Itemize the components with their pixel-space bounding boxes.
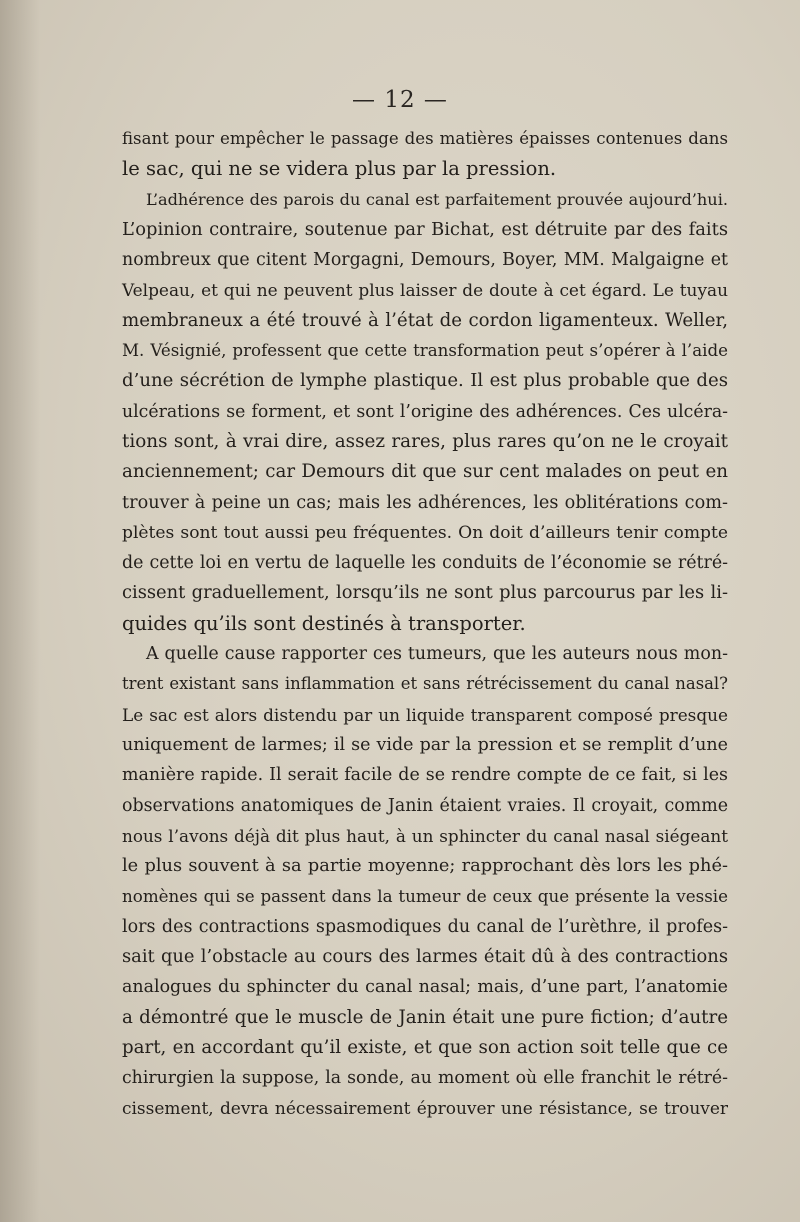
text-line: tions sont, à vrai dire, assez rares, plus rares qu’on ne le croyait [122, 430, 728, 452]
text-line: le plus souvent à sa partie moyenne; rapprochant dès lors les phé- [122, 856, 728, 877]
text-line: nous l’avons déjà dit plus haut, à un sphincter du canal nasal siégeant [122, 825, 728, 846]
binding-shadow [0, 0, 40, 1222]
text-line: plètes sont tout aussi peu fréquentes. On doit d’ailleurs tenir compte [122, 522, 728, 543]
text-line: sait que l’obstacle au cours des larmes était dû à des contractions [122, 946, 728, 968]
text-line: L’adhérence des parois du canal est parfaitement prouvée aujourd’hui. [146, 189, 728, 209]
text-line: de cette loi en vertu de laquelle les conduits de l’économie se rétré- [122, 553, 728, 574]
text-line: anciennement; car Demours dit que sur cent malades on peut en [122, 461, 728, 483]
text-line: fisant pour empêcher le passage des matières épaisses contenues dans [122, 129, 728, 148]
paragraph-2 [122, 185, 728, 639]
text-line: analogues du sphincter du canal nasal; mais, d’une part, l’anatomie [122, 977, 728, 998]
text-line: ulcérations se forment, et sont l’origine des adhérences. Ces ulcéra- [122, 401, 728, 422]
text-line: lors des contractions spasmodiques du canal de l’urèthre, il profes- [122, 916, 728, 937]
text-line: cissement, devra nécessairement éprouver une résistance, se trouver [122, 1098, 728, 1119]
text-line: uniquement de larmes; il se vide par la pression et se remplit d’une [122, 734, 728, 755]
text-line: a démontré que le muscle de Janin était une pure fiction; d’autre [122, 1006, 728, 1028]
body-text [122, 124, 728, 1124]
text-line: manière rapide. Il serait facile de se rendre compte de ce fait, si les [122, 765, 728, 786]
text-line: Le sac est alors distendu par un liquide transparent composé presque [122, 704, 728, 725]
text-line: trouver à peine un cas; mais les adhérences, les oblitérations com- [122, 492, 728, 513]
paragraph-3 [122, 639, 728, 1124]
text-line: Velpeau, et qui ne peuvent plus laisser de doute à cet égard. Le tuyau [122, 280, 728, 301]
text-line: d’une sécrétion de lymphe plastique. Il est plus probable que des [122, 370, 728, 392]
page-number: — 12 — [352, 87, 448, 113]
text-line: A quelle cause rapporter ces tumeurs, que les auteurs nous mon- [146, 644, 728, 665]
text-line: L’opinion contraire, soutenue par Bichat, est détruite par des faits [122, 218, 728, 240]
text-line: M. Vésignié, professent que cette transformation peut s’opérer à l’aide [122, 341, 728, 361]
text-line: nomènes qui se passent dans la tumeur de ceux que présente la vessie [122, 886, 728, 907]
text-line: part, en accordant qu’il existe, et que son action soit telle que ce [122, 1036, 728, 1058]
paragraph-1 [122, 124, 728, 185]
text-line: nombreux que citent Morgagni, Demours, Boyer, MM. Malgaigne et [122, 250, 728, 271]
text-line: trent existant sans inflammation et sans rétrécissement du canal nasal? [122, 674, 728, 694]
text-line: cissent graduellement, lorsqu’ils ne sont plus parcourus par les li- [122, 582, 728, 604]
text-line: chirurgien la suppose, la sonde, au moment où elle franchit le rétré- [122, 1068, 728, 1089]
text-line: membraneux a été trouvé à l’état de cordon ligamenteux. Weller, [122, 309, 728, 331]
text-line: le sac, qui ne se videra plus par la pression. [122, 157, 557, 181]
text-line: quides qu’ils sont destinés à transporter. [122, 611, 526, 635]
text-line: observations anatomiques de Janin étaient vraies. Il croyait, comme [122, 795, 728, 816]
